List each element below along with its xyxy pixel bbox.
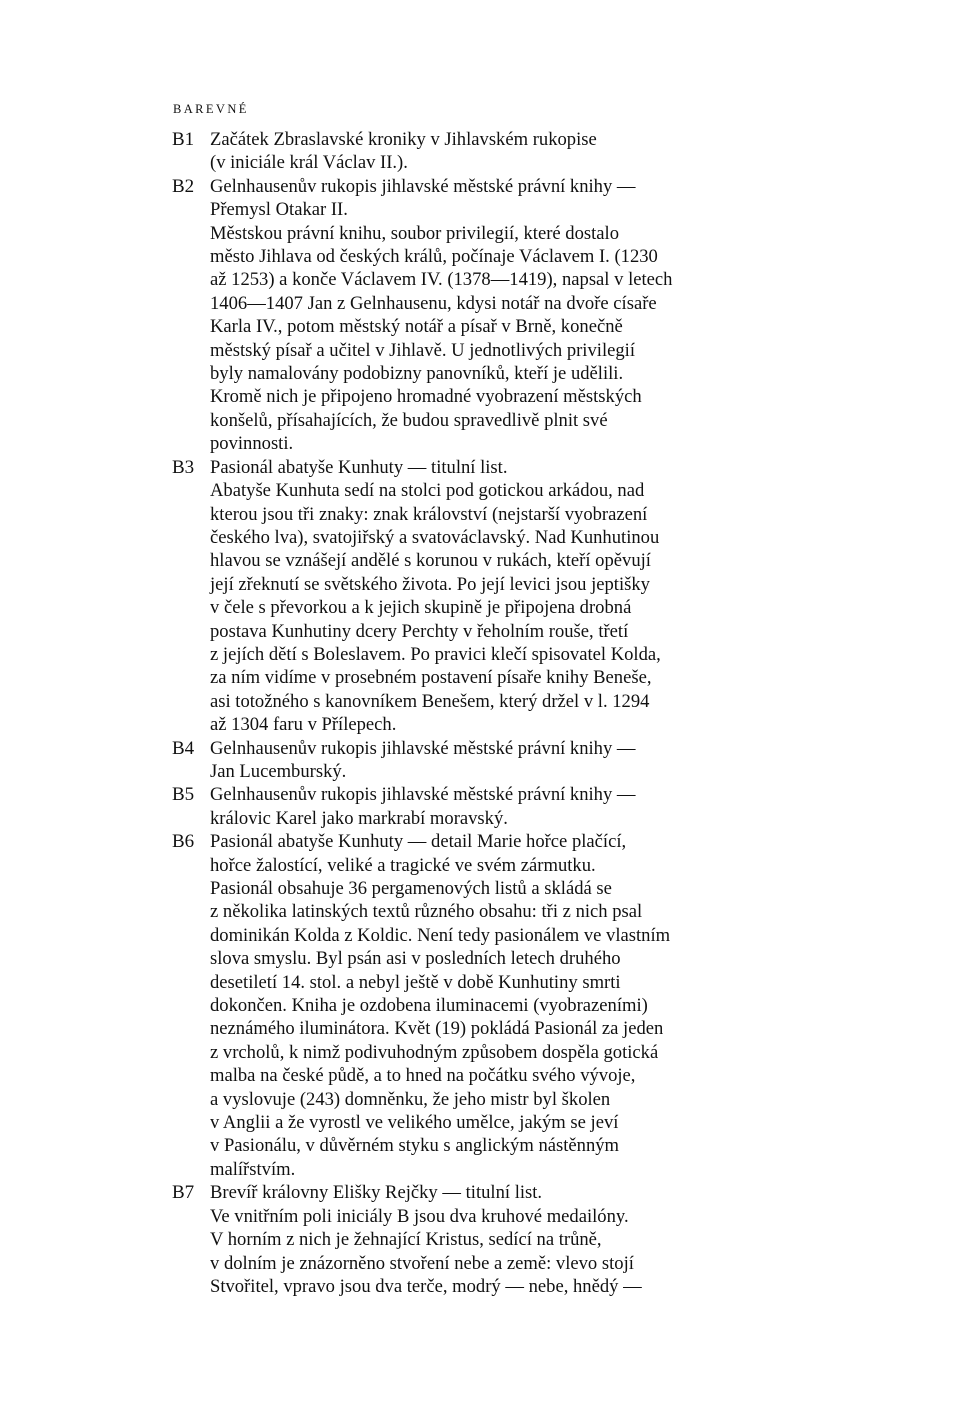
text-line: z několika latinských textů různého obsahu: tři z nich psal <box>210 901 643 923</box>
text-line: asi totožného s kanovníkem Benešem, který držel v l. 1294 <box>210 690 650 712</box>
text-line: město Jihlava od českých králů, počínaje Václavem I. (1230 <box>210 246 658 268</box>
text-line: Abatyše Kunhuta sedí na stolci pod gotickou arkádou, nad <box>210 480 645 502</box>
entry-b3 <box>172 456 732 737</box>
entry-b2 <box>172 175 732 456</box>
text-line: Brevíř královny Elišky Rejčky — titulní list. <box>210 1182 543 1204</box>
entry-label: B5 <box>172 784 195 806</box>
text-line: a vyslovuje (243) domněnku, že jeho mistr byl školen <box>210 1088 611 1110</box>
text-line: v dolním je znázorněno stvoření nebe a země: vlevo stojí <box>210 1252 634 1274</box>
text-line: Jan Lucemburský. <box>210 760 347 782</box>
text-line: konšelů, přísahajících, že budou spravedlivě plnit své <box>210 409 608 431</box>
text-line: za ním vidíme v prosebném postavení písaře knihy Beneše, <box>210 667 652 689</box>
entry-list <box>172 128 732 1298</box>
text-line: její zřeknutí se světského života. Po její levici jsou jeptišky <box>210 573 650 595</box>
entry-text <box>210 737 732 784</box>
text-line: městský písař a učitel v Jihlavě. U jednotlivých privilegií <box>210 339 635 361</box>
text-line: Gelnhausenův rukopis jihlavské městské právní knihy — <box>210 737 636 759</box>
text-line: Ve vnitřním poli iniciály B jsou dva kruhové medailóny. <box>210 1205 629 1227</box>
text-line: českého lva), svatojiřský a svatováclavský. Nad Kunhutinou <box>210 526 660 548</box>
text-line: byly namalovány podobizny panovníků, kteří je udělili. <box>210 363 624 385</box>
text-line: malba na české půdě, a to hned na počátku svého vývoje, <box>210 1065 636 1087</box>
entry-text <box>210 128 732 175</box>
text-line: 1406—1407 Jan z Gelnhausenu, kdysi notář na dvoře císaře <box>210 292 657 314</box>
text-line: slova smyslu. Byl psán asi v posledních letech druhého <box>210 948 621 970</box>
entry-label: B1 <box>172 129 195 150</box>
text-line: Kromě nich je připojeno hromadné vyobrazení městských <box>210 386 642 408</box>
text-line: Pasionál abatyše Kunhuty — detail Marie hořce plačící, <box>210 831 627 853</box>
entry-text <box>210 456 732 737</box>
text-line: hořce žalostící, veliké a tragické ve svém zármutku. <box>210 854 596 876</box>
entry-text <box>210 175 732 456</box>
entry-label: B7 <box>172 1182 195 1204</box>
text-line: v Pasionálu, v důvěrném styku s anglickým nástěnným <box>210 1135 620 1157</box>
entry-text <box>210 830 732 1181</box>
text-line: Gelnhausenův rukopis jihlavské městské právní knihy — <box>210 175 636 197</box>
entry-b4 <box>172 737 732 784</box>
text-line: z vrcholů, k nimž podivuhodným způsobem dospěla gotická <box>210 1041 659 1063</box>
text-line: desetiletí 14. stol. a nebyl ještě v době Kunhutiny smrti <box>210 971 621 993</box>
text-line: hlavou se vznášejí andělé s korunou v rukách, kteří opěvují <box>210 550 651 572</box>
text-line: V horním z nich je žehnající Kristus, sedící na trůně, <box>210 1229 602 1251</box>
text-line: Městskou právní knihu, soubor privilegií, které dostalo <box>210 222 620 244</box>
text-line: v čele s převorkou a k jejich skupině je připojena drobná <box>210 597 632 619</box>
entry-text <box>210 1181 732 1298</box>
entry-label: B3 <box>172 456 195 478</box>
text-line: dokončen. Kniha je ozdobena iluminacemi (vyobrazeními) <box>210 995 648 1017</box>
entry-label: B6 <box>172 831 195 853</box>
entry-b5 <box>172 783 732 830</box>
text-line: Gelnhausenův rukopis jihlavské městské právní knihy — <box>210 784 636 806</box>
text-line: Přemysl Otakar II. <box>210 199 348 221</box>
text-line: z jejích dětí s Boleslavem. Po pravici klečí spisovatel Kolda, <box>210 643 661 665</box>
section-title: BAREVNÉ <box>173 102 249 116</box>
text-line: královic Karel jako markrabí moravský. <box>210 807 508 829</box>
entry-b7 <box>172 1181 732 1298</box>
text-line: povinnosti. <box>210 433 294 455</box>
entry-b1 <box>172 128 732 175</box>
text-line: malířstvím. <box>210 1158 296 1180</box>
entry-text <box>210 783 732 830</box>
entry-label: B4 <box>172 737 195 759</box>
text-line: Začátek Zbraslavské kroniky v Jihlavském rukopise <box>210 129 597 150</box>
text-line: Pasionál abatyše Kunhuty — titulní list. <box>210 456 508 478</box>
text-line: Stvořitel, vpravo jsou dva terče, modrý — nebe, hnědý — <box>210 1275 642 1297</box>
text-line: až 1304 faru v Přílepech. <box>210 714 397 736</box>
text-line: Karla IV., potom městský notář a písař v Brně, konečně <box>210 316 623 338</box>
text-line: v Anglii a že vyrostl ve velikého umělce, jakým se jeví <box>210 1112 619 1134</box>
text-line: neznámého iluminátora. Květ (19) pokládá Pasionál za jeden <box>210 1018 664 1040</box>
text-line: postava Kunhutiny dcery Perchty v řeholním rouše, třetí <box>210 620 629 642</box>
text-line: (v iniciále král Václav II.). <box>210 152 408 174</box>
text-line: Pasionál obsahuje 36 pergamenových listů a skládá se <box>210 878 612 899</box>
text-line: až 1253) a konče Václavem IV. (1378—1419), napsal v letech <box>210 269 673 291</box>
text-line: dominikán Kolda z Koldic. Není tedy pasionálem ve vlastním <box>210 924 671 946</box>
text-line: kterou jsou tři znaky: znak království (nejstarší vyobrazení <box>210 503 648 525</box>
entry-label: B2 <box>172 175 195 197</box>
entry-b6 <box>172 830 732 1181</box>
